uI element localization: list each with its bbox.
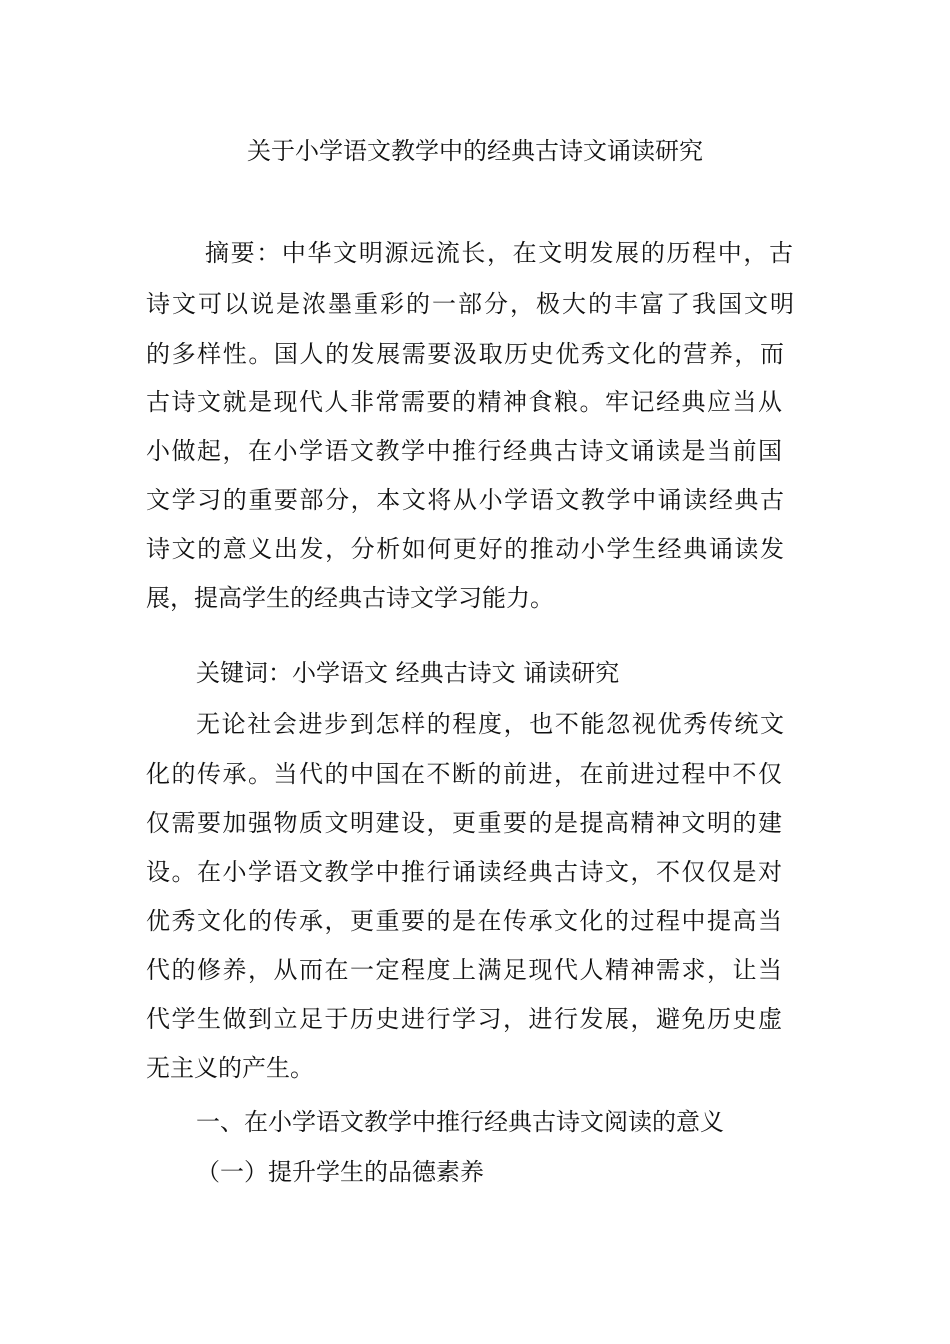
body-line: 无主义的产生。 <box>146 1054 314 1082</box>
body-line: 仅需要加强物质文明建设，更重要的是提高精神文明的建 <box>146 809 782 837</box>
abstract-line: 诗文可以说是浓墨重彩的一部分，极大的丰富了我国文明 <box>146 290 794 318</box>
abstract-line: 展，提高学生的经典古诗文学习能力。 <box>146 584 554 612</box>
body-line: 代的修养，从而在一定程度上满足现代人精神需求，让当 <box>146 956 782 984</box>
body-line: 化的传承。当代的中国在不断的前进，在前进过程中不仅 <box>146 760 782 788</box>
abstract-line: 诗文的意义出发，分析如何更好的推动小学生经典诵读发 <box>146 535 784 563</box>
abstract-line: 古诗文就是现代人非常需要的精神食粮。牢记经典应当从 <box>146 388 782 416</box>
body-line: 优秀文化的传承，更重要的是在传承文化的过程中提高当 <box>146 907 782 935</box>
body-line: 无论社会进步到怎样的程度，也不能忽视优秀传统文 <box>196 710 784 738</box>
body-line: 代学生做到立足于历史进行学习，进行发展，避免历史虚 <box>146 1005 782 1033</box>
abstract-line: 的多样性。国人的发展需要汲取历史优秀文化的营养，而 <box>146 340 784 368</box>
keywords-line: 关键词：小学语文 经典古诗文 诵读研究 <box>196 659 620 687</box>
abstract-line: 文学习的重要部分，本文将从小学语文教学中诵读经典古 <box>146 486 784 514</box>
subsection-heading: （一）提升学生的品德素养 <box>196 1158 484 1186</box>
section-heading: 一、在小学语文教学中推行经典古诗文阅读的意义 <box>196 1108 724 1136</box>
abstract-line: 摘要：中华文明源远流长，在文明发展的历程中，古 <box>205 239 793 267</box>
abstract-line: 小做起，在小学语文教学中推行经典古诗文诵读是当前国 <box>146 437 782 465</box>
body-line: 设。在小学语文教学中推行诵读经典古诗文，不仅仅是对 <box>146 858 782 886</box>
document-title: 关于小学语文教学中的经典古诗文诵读研究 <box>247 137 703 165</box>
